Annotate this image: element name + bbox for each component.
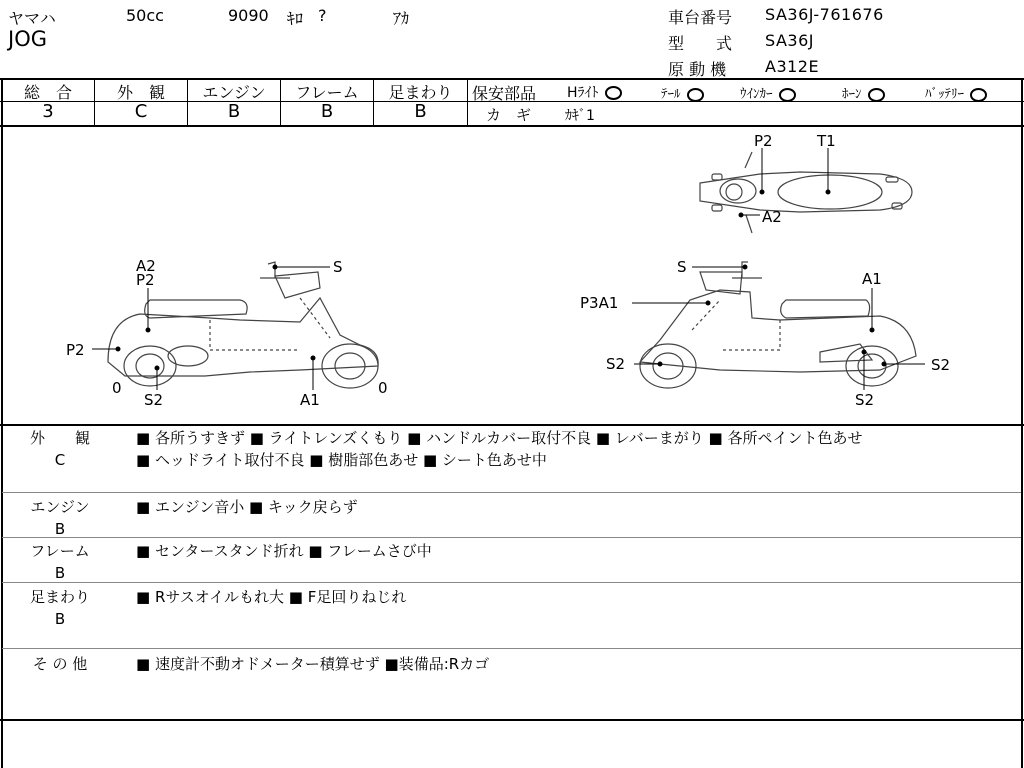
label-left-zero-rear: 0 [378,379,388,397]
label-right-a1: A1 [862,270,882,288]
ok-circle-icon [779,88,796,102]
grade-engine-label: エンジン [202,83,266,102]
grade-total-value: 3 [42,101,54,122]
remarks-exterior-line2: ■ ヘッドライト取付不良 ■ 樹脂部色あせ ■ シート色あせ中 [136,451,547,469]
grade-suspension-label: 足まわり [388,83,453,102]
remarks-bottom-border [0,719,1024,721]
diagram-bottom-border [0,424,1024,426]
remarks-engine-label: エンジン B [30,498,90,538]
label-left-s2: S2 [144,391,164,409]
engine-label: 原 動 機 [668,60,727,79]
remarks-exterior-label: 外 観 C [29,429,90,469]
displacement: 50cc [126,6,164,25]
remarks-other-line1: ■ 速度計不動オドメーター積算せず ■装備品:Rカゴ [136,655,490,673]
mileage-unit: ｷﾛ [287,9,304,28]
label-left-a2: A2 [136,257,156,275]
safety-item-tail: ﾃｰﾙ [661,83,704,102]
label-left-s: S [333,258,343,276]
frame-no-label: 車台番号 [668,8,733,27]
label-right-p3a1: P3A1 [580,294,619,312]
key-label: カ ギ [486,106,532,124]
remarks-divider [2,492,1021,493]
type-value: SA36J [765,31,814,50]
remarks-exterior [136,427,862,471]
safety-item-battery: ﾊﾞｯﾃﾘｰ [925,83,987,102]
remarks-exterior-line1: ■ 各所うすきず ■ ライトレンズくもり ■ ハンドルカバー取付不良 ■ レバーまがり ■ 各所ペイント色あせ [136,429,863,447]
remarks-other-label: そ の 他 [32,655,88,673]
label-top-p2: P2 [754,132,773,150]
safety-label: 保安部品 [472,84,537,103]
label-right-s2-rear: S2 [931,356,951,374]
scooter-top-view-icon [700,152,912,233]
ok-circle-icon [970,88,987,102]
maker: ヤマハ [8,9,56,28]
grade-exterior-label: 外 観 [116,83,165,102]
label-left-p2-upper: P2 [136,271,155,289]
remarks-frame [136,540,432,562]
remarks-suspension-label: 足まわり B [29,588,90,628]
remarks-engine [136,496,358,518]
label-left-zero-front: 0 [112,379,122,397]
remarks-engine-line1: ■ エンジン音小 ■ キック戻らず [136,498,358,516]
remarks-divider [2,648,1021,649]
ok-circle-icon [605,86,622,100]
remarks-suspension [136,586,406,608]
engine-value: A312E [765,57,820,76]
label-left-p2: P2 [66,341,85,359]
remarks-divider [2,582,1021,583]
mileage-note: ? [318,6,327,25]
label-top-t1: T1 [817,132,836,150]
grade-col-divider [467,78,468,125]
safety-item-headlight: Hﾗｲﾄ [567,82,622,102]
mileage: 9090 [228,6,269,25]
ok-circle-icon [868,88,885,102]
frame-no: SA36J-761676 [765,5,884,24]
grade-suspension-value: B [414,101,427,122]
remarks-suspension-line1: ■ Rサスオイルもれ大 ■ F足回りねじれ [136,588,407,606]
label-left-a1: A1 [300,391,320,409]
safety-item-winker: ｳｲﾝｶｰ [740,83,796,102]
grade-frame-label: フレーム [295,83,359,102]
ok-circle-icon [687,88,704,102]
scooter-diagram [0,125,1024,425]
model-name: JOG [8,27,47,51]
remarks-frame-line1: ■ センタースタンド折れ ■ フレームさび中 [136,542,432,560]
label-top-a2: A2 [762,208,782,226]
type-label: 型 式 [668,34,733,53]
remarks-other [136,653,489,675]
grade-exterior-value: C [134,101,148,122]
label-right-s: S [677,258,687,276]
label-right-s2-front: S2 [606,355,626,373]
key-value: ｶｷﾞ1 [565,108,595,124]
safety-item-horn: ﾎｰﾝ [842,83,885,102]
label-right-s2-bottom: S2 [855,391,875,409]
grade-total-label: 総 合 [23,83,72,102]
remarks-frame-label: フレーム B [30,542,90,582]
grade-engine-value: B [227,101,241,122]
grade-frame-value: B [320,101,334,122]
remarks-divider [2,537,1021,538]
color: ｱｶ [393,9,410,28]
